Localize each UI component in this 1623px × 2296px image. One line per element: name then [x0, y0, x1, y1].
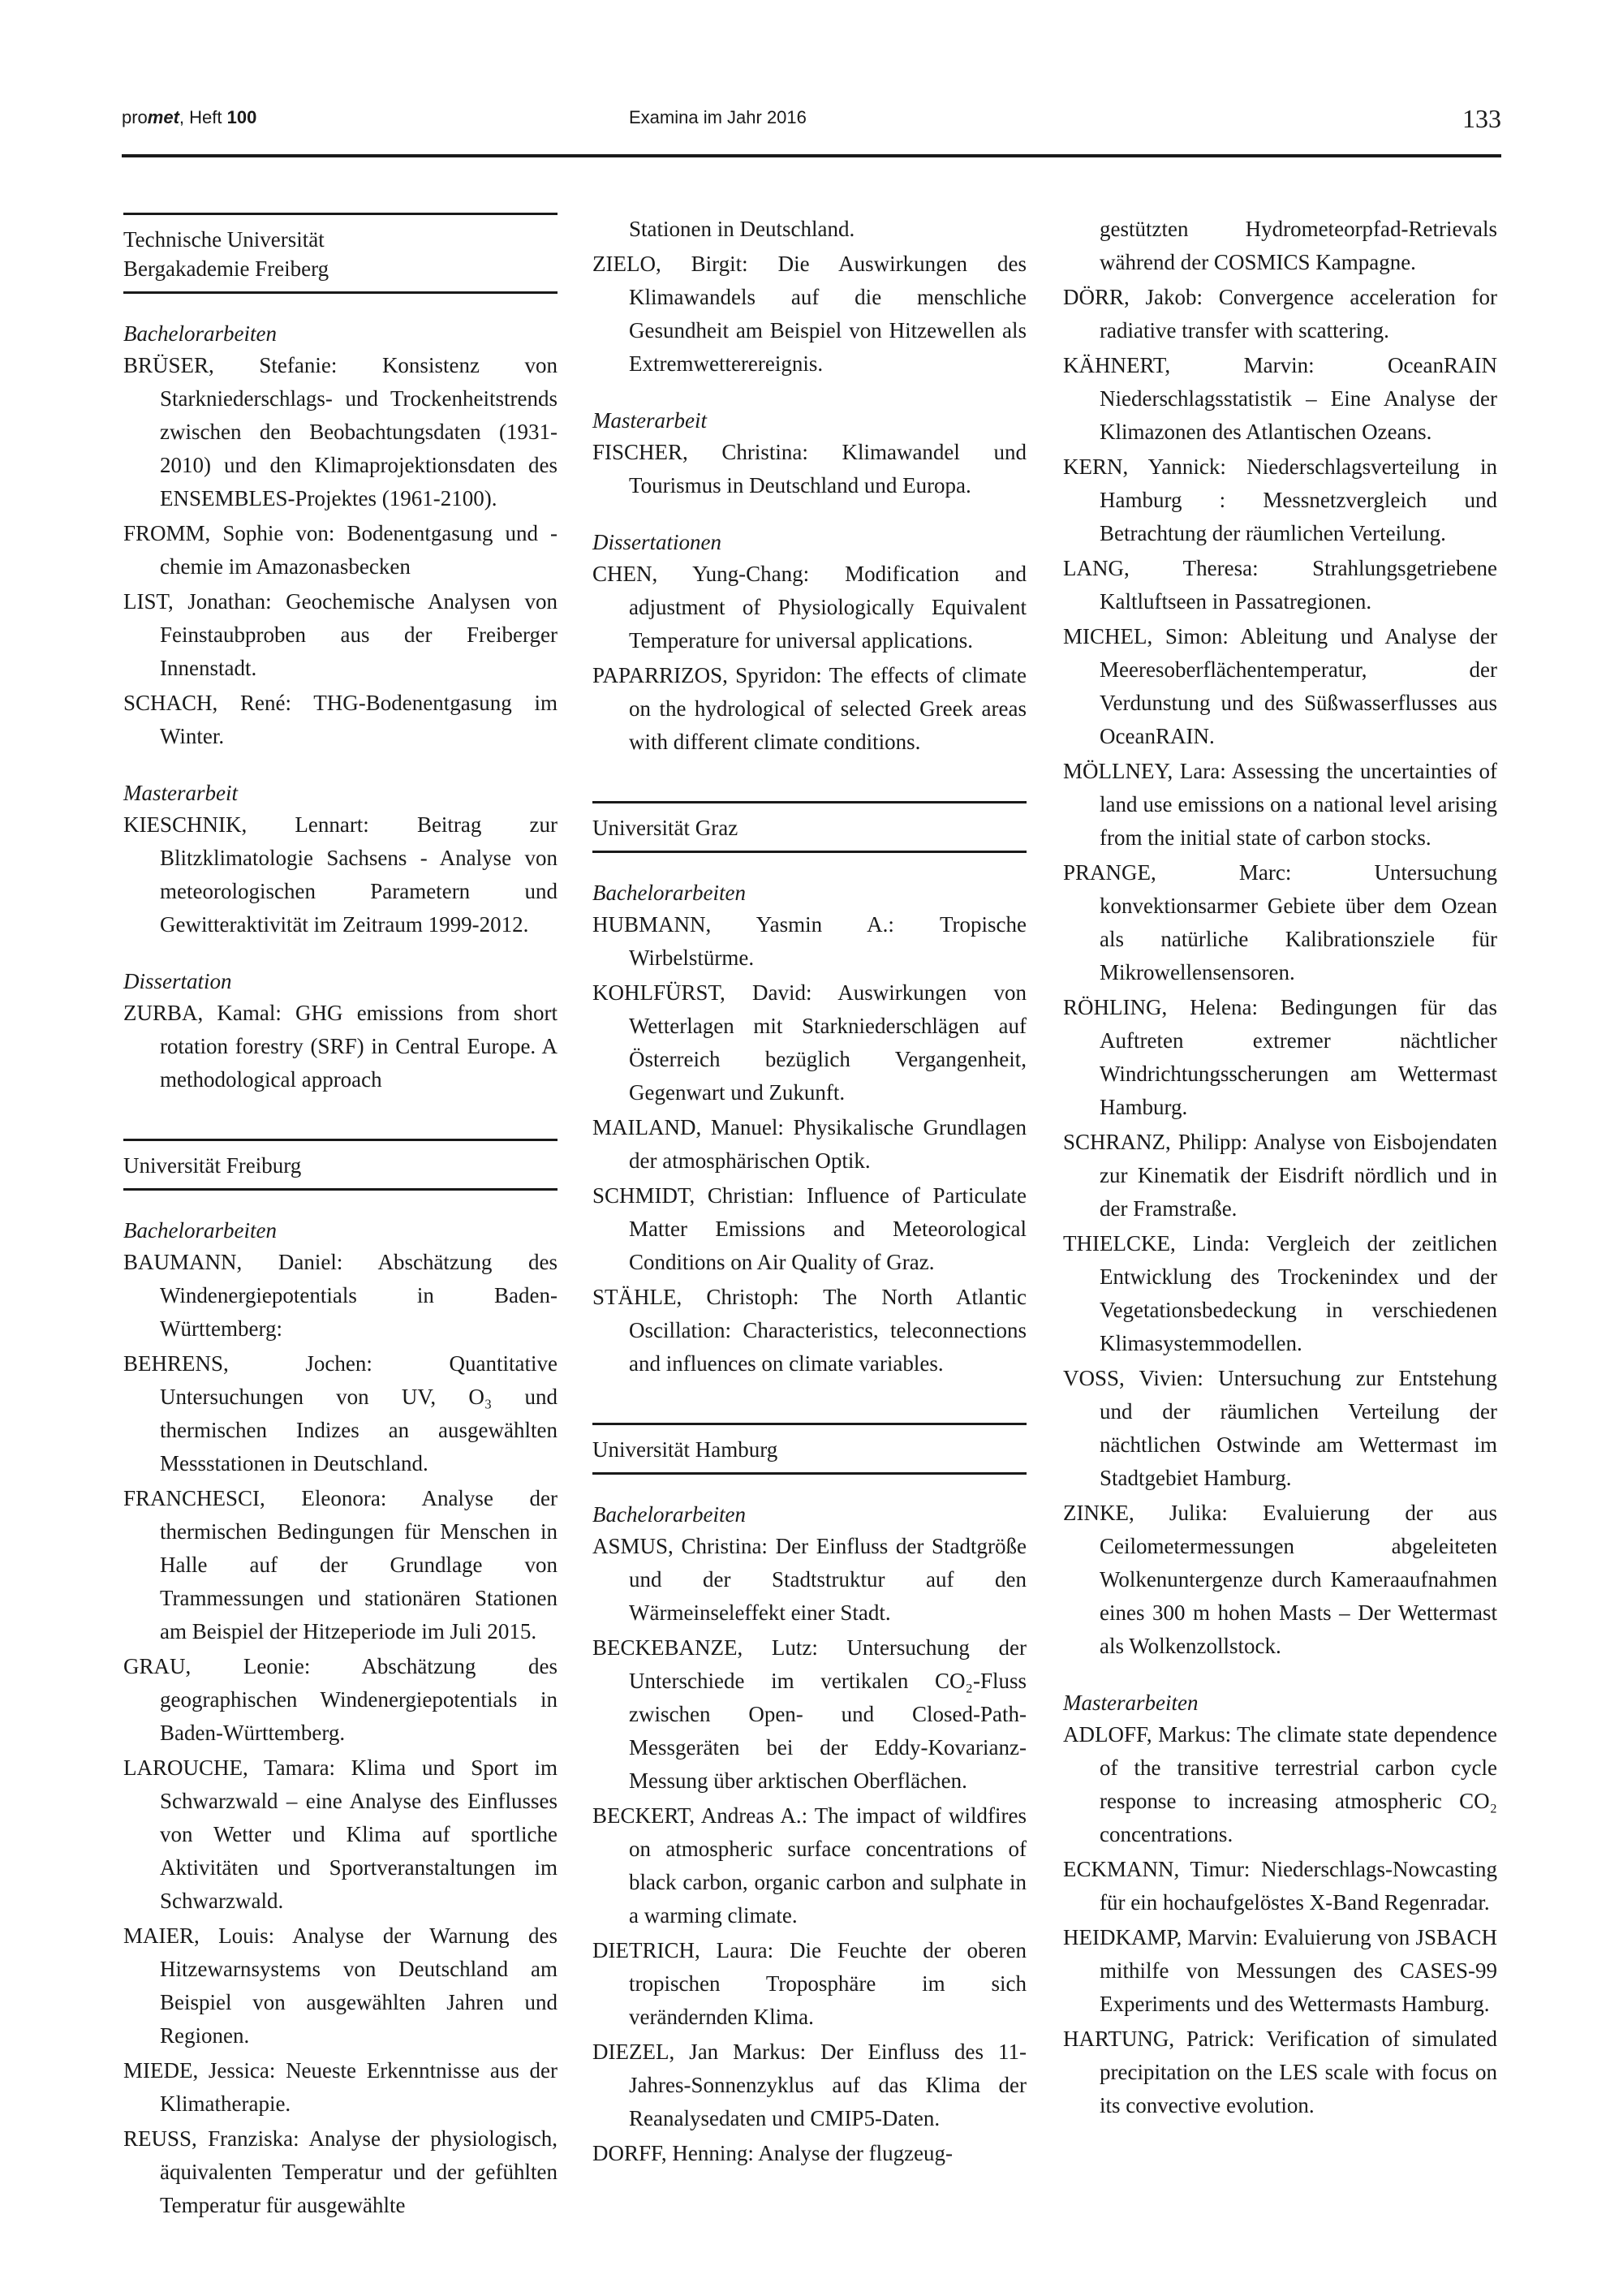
author-name: GRAU, Leonie: [123, 1654, 362, 1678]
thesis-entry [592, 1799, 1027, 1932]
author-name: BECKEBANZE, Lutz: [592, 1635, 847, 1660]
thesis-title: Bedingungen für das Auftreten extremer nächtlicher Windrichtungsscherungen am Wettermast Hamburg. [1100, 995, 1497, 1119]
author-name: KIESCHNIK, Lennart: [123, 812, 417, 837]
author-name: HUBMANN, Yasmin A.: [592, 912, 940, 937]
thesis-entry [1063, 2022, 1497, 2122]
thesis-entry [1063, 1497, 1497, 1663]
thesis-title: Convergence acceleration for radiative transfer with scattering. [1100, 285, 1497, 342]
thesis-entry [123, 1751, 558, 1918]
thesis-entry [123, 2122, 558, 2222]
page-header [122, 104, 1501, 136]
author-name: SCHRANZ, Philipp: [1063, 1130, 1254, 1154]
thesis-title: Beitrag zur Blitzklimatologie Sachsens - Analyse von meteorologischen Parametern und Gewitteraktivität im Zeitraum 1999-2012. [160, 812, 558, 937]
thesis-entry [1063, 755, 1497, 855]
thesis-entry [592, 976, 1027, 1109]
author-name: MIEDE, Jessica: [123, 2058, 286, 2083]
author-name: PRANGE, Marc: [1063, 860, 1375, 885]
section-gap [592, 760, 1027, 801]
author-name: ZINKE, Julika: [1063, 1501, 1264, 1525]
author-name: THIELCKE, Linda: [1063, 1231, 1267, 1256]
thesis-entry [123, 997, 558, 1096]
institution-heading [592, 1423, 1027, 1475]
author-name: DORFF, Henning: [592, 2141, 759, 2165]
thesis-title: Geochemische Analysen von Feinstaubproben aus der Freiberger Innenstadt. [160, 589, 558, 680]
author-name: SCHMIDT, Christian: [592, 1183, 807, 1208]
thesis-category: Dissertationen [592, 530, 721, 554]
thesis-entry [592, 558, 1027, 657]
thesis-title: Untersuchung konvektionsarmer Gebiete über dem Ozean als natürliche Kalibrationsziele für Mikrowellensensoren. [1100, 860, 1497, 984]
author-name: FROMM, Sophie von: [123, 521, 347, 545]
thesis-title-continued: gestützten Hydrometeorpfad-Retrievals während der COSMICS Kampagne. [1100, 217, 1497, 274]
thesis-title: The climate state dependence of the transitive terrestrial carbon cycle response to increasing atmospheric CO₂ concentrations. [1100, 1722, 1497, 1846]
author-name: ZIELO, Birgit: [592, 252, 778, 276]
thesis-entry [1063, 1718, 1497, 1851]
thesis-title: GHG emissions from short rotation forestry (SRF) in Central Europe. A methodological approach [160, 1001, 558, 1092]
institution-heading-line: Universität Graz [592, 816, 738, 840]
thesis-title: Analyse der physiologisch, äquivalenten Temperatur und der gefühlten Temperatur für ausgewählte [160, 2126, 558, 2217]
thesis-entry [592, 2035, 1027, 2135]
thesis-category: Bachelorarbeiten [592, 881, 746, 905]
thesis-entry [592, 1179, 1027, 1279]
author-name: KOHLFÜRST, David: [592, 980, 838, 1005]
thesis-title: Quantitative Untersuchungen von UV, O₃ und thermischen Indizes an ausgewählten Messstationen in Deutschland. [160, 1351, 558, 1475]
thesis-entry [1063, 1853, 1497, 1919]
author-name: ASMUS, Christina: [592, 1534, 776, 1558]
thesis-title: Analyse der flugzeug- [758, 2141, 954, 2165]
thesis-entry [1063, 1362, 1497, 1495]
author-name: KERN, Yannick: [1063, 454, 1247, 479]
author-name: STÄHLE, Christoph: [592, 1285, 824, 1309]
author-name: HARTUNG, Patrick: [1063, 2027, 1267, 2051]
thesis-entry [1063, 349, 1497, 449]
thesis-title: Der Einfluss der Stadtgröße und der Stadtstruktur auf den Wärmeinseleffekt einer Stadt. [629, 1534, 1027, 1625]
author-name: REUSS, Franziska: [123, 2126, 309, 2151]
institution-heading [123, 213, 558, 294]
thesis-title: Analyse der Warnung des Hitzewarnsystems von Deutschland am Beispiel von ausgewählten Jahren und Regionen. [160, 1923, 558, 2048]
thesis-entry [1063, 450, 1497, 550]
thesis-title: Konsistenz von Starkniederschlags- und Trockenheitstrends zwischen den Beobachtungsdaten (1931-2010) und den Klimaprojektionsdaten des ENSEMBLES-Projektes (1961-2100). [160, 353, 558, 510]
issue-label: , Heft [179, 107, 227, 127]
thesis-title: Evaluierung der aus Ceilometermessungen abgeleiteten Wolkenuntergenze durch Kameraaufnahmen eines 300 m hohen Masts – Der Wettermast als Wolkenzollstock. [1100, 1501, 1497, 1658]
thesis-title: The impact of wildfires on atmospheric surface concentrations of black carbon, organic carbon and sulphate in a warming climate. [629, 1803, 1027, 1928]
author-name: MAILAND, Manuel: [592, 1115, 794, 1139]
thesis-entry [592, 2137, 1027, 2170]
thesis-category: Bachelorarbeiten [123, 1218, 277, 1243]
author-name: KÄHNERT, Marvin: [1063, 353, 1388, 377]
column-1 [123, 213, 558, 2224]
journal-name-italic: met [147, 107, 179, 127]
thesis-title: Niederschlagsverteilung in Hamburg : Messnetzvergleich und Betrachtung der räumlichen Verteilung. [1100, 454, 1497, 545]
thesis-title: Untersuchung der Unterschiede im vertikalen CO₂-Fluss zwischen Open- und Closed-Path-Messgeräten bei der Eddy-Kovarianz-Messung über arktischen Oberflächen. [629, 1635, 1027, 1793]
issue-number: 100 [226, 107, 257, 127]
thesis-entry [1063, 991, 1497, 1124]
thesis-title: Auswirkungen von Wetterlagen mit Starkniederschlägen auf Österreich bezüglich Vergangenheit, Gegenwart und Zukunft. [629, 980, 1027, 1105]
thesis-title: Tropische Wirbelstürme. [629, 912, 1027, 970]
thesis-title: The North Atlantic Oscillation: Characteristics, teleconnections and influences on climate variables. [629, 1285, 1027, 1376]
journal-prefix: pro [122, 107, 148, 127]
thesis-category: Dissertation [123, 969, 232, 993]
running-title: Examina im Jahr 2016 [629, 107, 807, 127]
thesis-entry [1063, 552, 1497, 618]
thesis-title: Analyse von Eisbojendaten zur Kinematik der Eisdrift nördlich und in der Framstraße. [1100, 1130, 1497, 1221]
author-name: LANG, Theresa: [1063, 556, 1313, 580]
author-name: SCHACH, René: [123, 691, 314, 715]
thesis-entry [592, 1631, 1027, 1798]
thesis-entry [1063, 620, 1497, 753]
author-name: VOSS, Vivien: [1063, 1366, 1219, 1390]
author-name: BAUMANN, Daniel: [123, 1250, 378, 1274]
author-name: ADLOFF, Markus: [1063, 1722, 1238, 1747]
author-name: MÖLLNEY, Lara: [1063, 759, 1232, 783]
institution-heading [592, 801, 1027, 853]
thesis-title: Strahlungsgetriebene Kaltluftseen in Passatregionen. [1100, 556, 1497, 614]
thesis-entry [1063, 281, 1497, 347]
thesis-entry [123, 585, 558, 685]
thesis-entry [1063, 1921, 1497, 2021]
thesis-title: Untersuchung zur Entstehung und der räumlichen Verteilung der nächtlichen Ostwinde am Wettermast im Stadtgebiet Hamburg. [1100, 1366, 1497, 1490]
thesis-entry [592, 248, 1027, 381]
thesis-entry [123, 349, 558, 515]
thesis-title: Ableitung und Analyse der Meeresoberflächentemperatur, der Verdunstung und des Süßwasserflusses aus OceanRAIN. [1100, 624, 1498, 748]
thesis-entry [123, 1246, 558, 1346]
thesis-title: Analyse der thermischen Bedingungen für Menschen in Halle auf der Grundlage von Trammessungen und stationären Stationen am Beispiel der Hitzeperiode im Juli 2015. [160, 1486, 558, 1643]
thesis-title: Influence of Particulate Matter Emissions and Meteorological Conditions on Air Quality of Graz. [629, 1183, 1027, 1274]
thesis-title: Assessing the uncertainties of land use emissions on a national level arising from the initial state of carbon stocks. [1100, 759, 1497, 850]
thesis-title: Verification of simulated precipitation on the LES scale with focus on its convective evolution. [1100, 2027, 1497, 2117]
author-name: DIETRICH, Laura: [592, 1938, 790, 1962]
section-gap [592, 1382, 1027, 1423]
author-name: MICHEL, Simon: [1063, 624, 1241, 648]
thesis-entry [123, 1482, 558, 1648]
journal-issue [122, 107, 256, 128]
thesis-entry [592, 659, 1027, 759]
thesis-entry [123, 1650, 558, 1750]
thesis-entry [592, 1934, 1027, 2034]
page-number: 133 [1462, 104, 1501, 133]
thesis-title: Bodenentgasung und -chemie im Amazonasbecken [160, 521, 558, 579]
thesis-entry [592, 436, 1027, 502]
author-name: RÖHLING, Helena: [1063, 995, 1281, 1019]
thesis-entry [592, 1111, 1027, 1178]
thesis-title: Abschätzung des Windenergiepotentials in Baden-Württemberg: [160, 1250, 558, 1341]
institution-heading-line: Bergakademie Freiberg [123, 256, 329, 281]
author-name: PAPARRIZOS, Spyridon: [592, 663, 829, 687]
thesis-title: OceanRAIN Niederschlagsstatistik – Eine Analyse der Klimazonen des Atlantischen Ozeans. [1100, 353, 1497, 444]
thesis-entry [592, 908, 1027, 975]
thesis-entry [1063, 856, 1497, 989]
institution-heading-line: Universität Freiburg [123, 1153, 302, 1178]
thesis-category: Masterarbeiten [1063, 1691, 1199, 1715]
thesis-title: Die Feuchte der oberen tropischen Troposphäre im sich verändernden Klima. [629, 1938, 1027, 2029]
institution-heading [123, 1139, 558, 1191]
thesis-title: Klimawandel und Tourismus in Deutschland und Europa. [629, 440, 1027, 498]
author-name: HEIDKAMP, Marvin: [1063, 1925, 1264, 1949]
thesis-entry [1063, 1227, 1497, 1360]
institution-heading-line: Universität Hamburg [592, 1437, 778, 1462]
thesis-title: Der Einfluss des 11-Jahres-Sonnenzyklus auf das Klima der Reanalysedaten und CMIP5-Daten. [629, 2040, 1027, 2130]
thesis-title: Die Auswirkungen des Klimawandels auf die menschliche Gesundheit am Beispiel von Hitzewellen als Extremwetterereignis. [629, 252, 1027, 376]
thesis-title: Vergleich der zeitlichen Entwicklung des Trockenindex und der Vegetationsbedeckung in verschiedenen Klimasystemmodellen. [1100, 1231, 1497, 1355]
thesis-entry [123, 517, 558, 584]
thesis-title-continued: Stationen in Deutschland. [629, 217, 855, 241]
thesis-title: Modification and adjustment of Physiologically Equivalent Temperature for universal applications. [629, 562, 1027, 653]
author-name: FRANCHESCI, Eleonora: [123, 1486, 422, 1510]
author-name: BEHRENS, Jochen: [123, 1351, 450, 1376]
institution-heading-line: Technische Universität [123, 227, 325, 252]
author-name: CHEN, Yung-Chang: [592, 562, 846, 586]
author-name: DIEZEL, Jan Markus: [592, 2040, 821, 2064]
author-name: ZURBA, Kamal: [123, 1001, 296, 1025]
thesis-category: Bachelorarbeiten [123, 321, 277, 346]
author-name: BECKERT, Andreas A.: [592, 1803, 815, 1828]
thesis-category: Bachelorarbeiten [592, 1502, 746, 1527]
author-name: ECKMANN, Timur: [1063, 1857, 1262, 1881]
thesis-entry [123, 687, 558, 753]
thesis-title: Neueste Erkenntnisse aus der Klimatherapie. [160, 2058, 558, 2116]
thesis-title: Physikalische Grundlagen der atmosphärischen Optik. [629, 1115, 1027, 1173]
thesis-title: Niederschlags-Nowcasting für ein hochaufgelöstes X-Band Regenradar. [1100, 1857, 1497, 1915]
thesis-entry [123, 2054, 558, 2121]
thesis-entry [592, 1530, 1027, 1630]
thesis-title: Klima und Sport im Schwarzwald – eine Analyse des Einflusses von Wetter und Klima auf sportliche Aktivitäten und Sportveranstaltungen im Schwarzwald. [160, 1755, 558, 1913]
column-3 [1063, 213, 1497, 2124]
author-name: LAROUCHE, Tamara: [123, 1755, 351, 1780]
author-name: MAIER, Louis: [123, 1923, 293, 1948]
thesis-title: The effects of climate on the hydrological of selected Greek areas with different climate conditions. [629, 663, 1027, 754]
section-gap [123, 1098, 558, 1139]
thesis-title: Evaluierung von JSBACH mithilfe von Messungen des CASES-99 Experiments und des Wettermasts Hamburg. [1100, 1925, 1497, 2016]
thesis-category: Masterarbeit [123, 781, 238, 805]
thesis-entry [1063, 1126, 1497, 1226]
header-rule [122, 154, 1501, 157]
author-name: DÖRR, Jakob: [1063, 285, 1219, 309]
thesis-entry [123, 1919, 558, 2053]
thesis-title: THG-Bodenentgasung im Winter. [160, 691, 558, 748]
thesis-entry [592, 1281, 1027, 1381]
thesis-entry [123, 1347, 558, 1480]
thesis-entry [123, 808, 558, 941]
thesis-category: Masterarbeit [592, 408, 707, 433]
column-2 [592, 213, 1027, 2172]
author-name: FISCHER, Christina: [592, 440, 842, 464]
author-name: LIST, Jonathan: [123, 589, 286, 614]
author-name: BRÜSER, Stefanie: [123, 353, 382, 377]
thesis-title: Abschätzung des geographischen Windenergiepotentials in Baden-Württemberg. [160, 1654, 558, 1745]
